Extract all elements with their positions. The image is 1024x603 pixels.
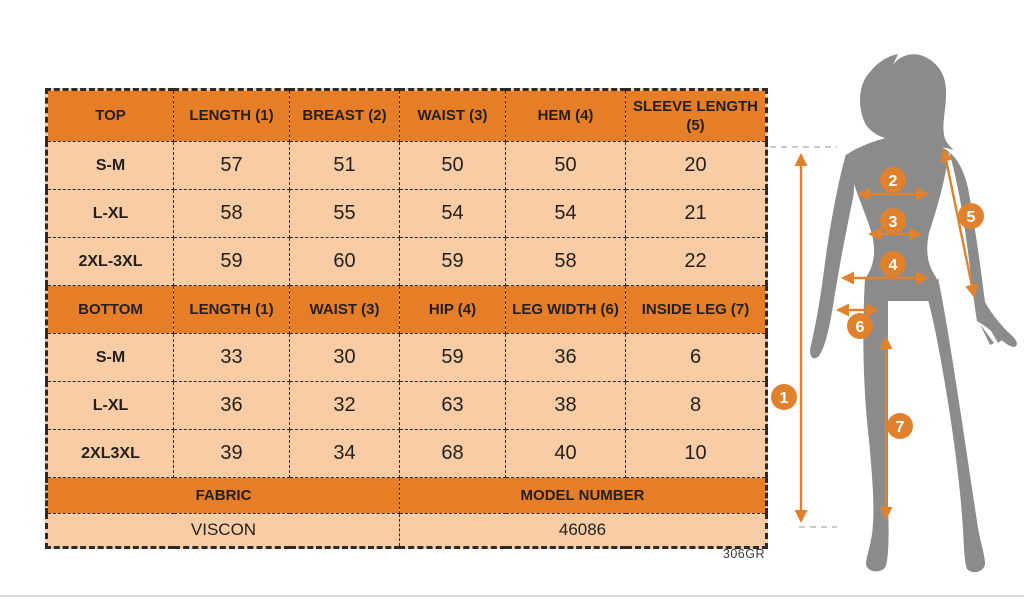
silhouette-right-arm [949, 152, 1017, 347]
measurement-value-cell: 58 [174, 190, 290, 238]
measurement-value-cell: 55 [290, 190, 400, 238]
badge-number-1: 1 [779, 390, 789, 407]
bottom-row-lxl [47, 382, 767, 430]
column-header-bottom: BOTTOM [47, 286, 174, 334]
measurement-value-cell: 36 [174, 382, 290, 430]
measurement-value-cell: 54 [506, 190, 626, 238]
measurement-value-cell: 36 [506, 334, 626, 382]
measurement-value-cell: 10 [626, 430, 767, 478]
measurement-value-cell: 51 [290, 142, 400, 190]
page-bottom-divider [0, 595, 1024, 597]
column-header-hem: HEM (4) [506, 90, 626, 142]
fabric-header-cell: FABRIC [47, 478, 400, 514]
badge-number-3: 3 [888, 214, 898, 231]
measurement-value-cell: 58 [506, 238, 626, 286]
measurement-value-cell: 6 [626, 334, 767, 382]
size-label-cell: L-XL [47, 190, 174, 238]
badge-number-6: 6 [855, 319, 865, 336]
size-chart-table [45, 88, 768, 549]
measurement-value-cell: 21 [626, 190, 767, 238]
silhouette-right-leg [914, 278, 985, 572]
size-label-cell: S-M [47, 142, 174, 190]
info-header-row [47, 478, 767, 514]
column-header-length: LENGTH (1) [174, 286, 290, 334]
measurement-value-cell: 32 [290, 382, 400, 430]
bottom-row-2xl3xl [47, 430, 767, 478]
bottom-row-sm [47, 334, 767, 382]
measurement-value-cell: 33 [174, 334, 290, 382]
top-row-sm [47, 142, 767, 190]
top-row-2xl3xl [47, 238, 767, 286]
measurement-value-cell: 63 [400, 382, 506, 430]
measurement-value-cell: 34 [290, 430, 400, 478]
badge-number-7: 7 [895, 419, 905, 436]
fabric-value-cell: VISCON [47, 514, 400, 548]
measurement-value-cell: 38 [506, 382, 626, 430]
column-header-waist: WAIST (3) [400, 90, 506, 142]
measurement-value-cell: 40 [506, 430, 626, 478]
measurement-value-cell: 54 [400, 190, 506, 238]
size-label-cell: S-M [47, 334, 174, 382]
measurement-value-cell: 50 [506, 142, 626, 190]
reference-guides [770, 147, 837, 527]
measurement-value-cell: 30 [290, 334, 400, 382]
size-label-cell: L-XL [47, 382, 174, 430]
column-header-hip: HIP (4) [400, 286, 506, 334]
column-header-waist: WAIST (3) [290, 286, 400, 334]
measurement-value-cell: 60 [290, 238, 400, 286]
column-header-leg-width: LEG WIDTH (6) [506, 286, 626, 334]
model-number-header-cell: MODEL NUMBER [400, 478, 767, 514]
measurement-value-cell: 57 [174, 142, 290, 190]
column-header-inside-leg: INSIDE LEG (7) [626, 286, 767, 334]
measurement-value-cell: 50 [400, 142, 506, 190]
measurement-value-cell: 59 [174, 238, 290, 286]
bottom-header-row [47, 286, 767, 334]
column-header-breast: BREAST (2) [290, 90, 400, 142]
size-label-cell: 2XL-3XL [47, 238, 174, 286]
measurement-figure [770, 40, 1024, 600]
measurement-value-cell: 39 [174, 430, 290, 478]
product-code: 306GR [722, 547, 765, 561]
top-row-lxl [47, 190, 767, 238]
badge-number-4: 4 [888, 257, 898, 274]
badge-number-5: 5 [966, 209, 976, 226]
measurement-value-cell: 59 [400, 238, 506, 286]
top-header-row [47, 90, 767, 142]
measurement-value-cell: 22 [626, 238, 767, 286]
size-label-cell: 2XL3XL [47, 430, 174, 478]
column-header-top: TOP [47, 90, 174, 142]
measurement-value-cell: 68 [400, 430, 506, 478]
column-header-sleeve-length: SLEEVE LENGTH (5) [626, 90, 767, 142]
badge-number-2: 2 [888, 173, 898, 190]
column-header-length: LENGTH (1) [174, 90, 290, 142]
info-value-row [47, 514, 767, 548]
measurement-value-cell: 20 [626, 142, 767, 190]
measurement-value-cell: 59 [400, 334, 506, 382]
measurement-value-cell: 8 [626, 382, 767, 430]
female-silhouette [810, 54, 1017, 572]
model-number-value-cell: 46086 [400, 514, 767, 548]
